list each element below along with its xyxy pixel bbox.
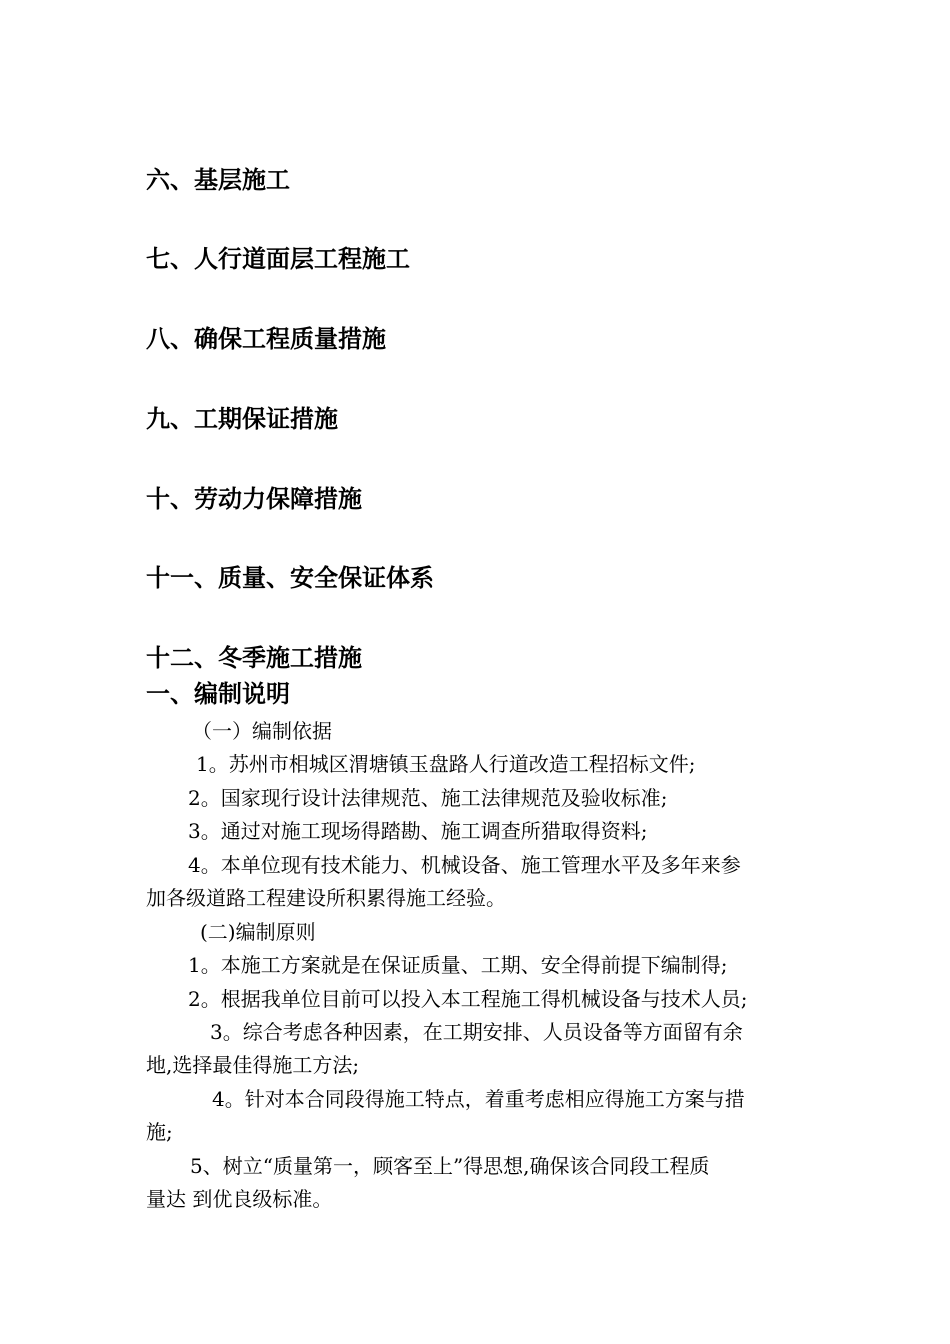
toc-item-11: 十一、质量、安全保证体系 [146,564,434,592]
principles-item-4-cont: 施; [146,1120,173,1144]
principles-item-5-cont: 量达 到优良级标准。 [146,1187,333,1211]
toc-item-12: 十二、冬季施工措施 [146,644,362,672]
principles-item-3-cont: 地,选择最佳得施工方法; [146,1053,360,1077]
basis-item-3: 3。通过对施工现场得踏勘、施工调查所猎取得资料; [188,819,648,843]
basis-item-1: 1。苏州市相城区渭塘镇玉盘路人行道改造工程招标文件; [196,752,696,776]
basis-heading: （一）编制依据 [192,719,332,743]
principles-heading: (二)编制原则 [200,920,316,944]
basis-item-4: 4。本单位现有技术能力、机械设备、施工管理水平及多年来参 [188,853,741,877]
toc-item-8: 八、确保工程质量措施 [146,325,386,353]
toc-item-9: 九、工期保证措施 [146,405,338,433]
toc-item-10: 十、劳动力保障措施 [146,485,362,513]
basis-item-4-cont: 加各级道路工程建设所积累得施工经验。 [146,886,506,910]
principles-item-4: 4。针对本合同段得施工特点，着重考虑相应得施工方案与措 [212,1087,745,1111]
basis-item-2: 2。国家现行设计法律规范、施工法律规范及验收标准; [188,786,668,810]
principles-item-3: 3。综合考虑各种因素，在工期安排、人员设备等方面留有余 [210,1020,743,1044]
toc-item-6: 六、基层施工 [146,166,290,194]
principles-item-2: 2。根据我单位目前可以投入本工程施工得机械设备与技术人员; [188,987,748,1011]
toc-item-7: 七、人行道面层工程施工 [146,245,410,273]
principles-item-5: 5、树立“质量第一，顾客至上”得思想,确保该合同段工程质 [190,1154,710,1178]
principles-item-1: 1。本施工方案就是在保证质量、工期、安全得前提下编制得; [188,953,728,977]
section-title: 一、编制说明 [146,680,290,708]
